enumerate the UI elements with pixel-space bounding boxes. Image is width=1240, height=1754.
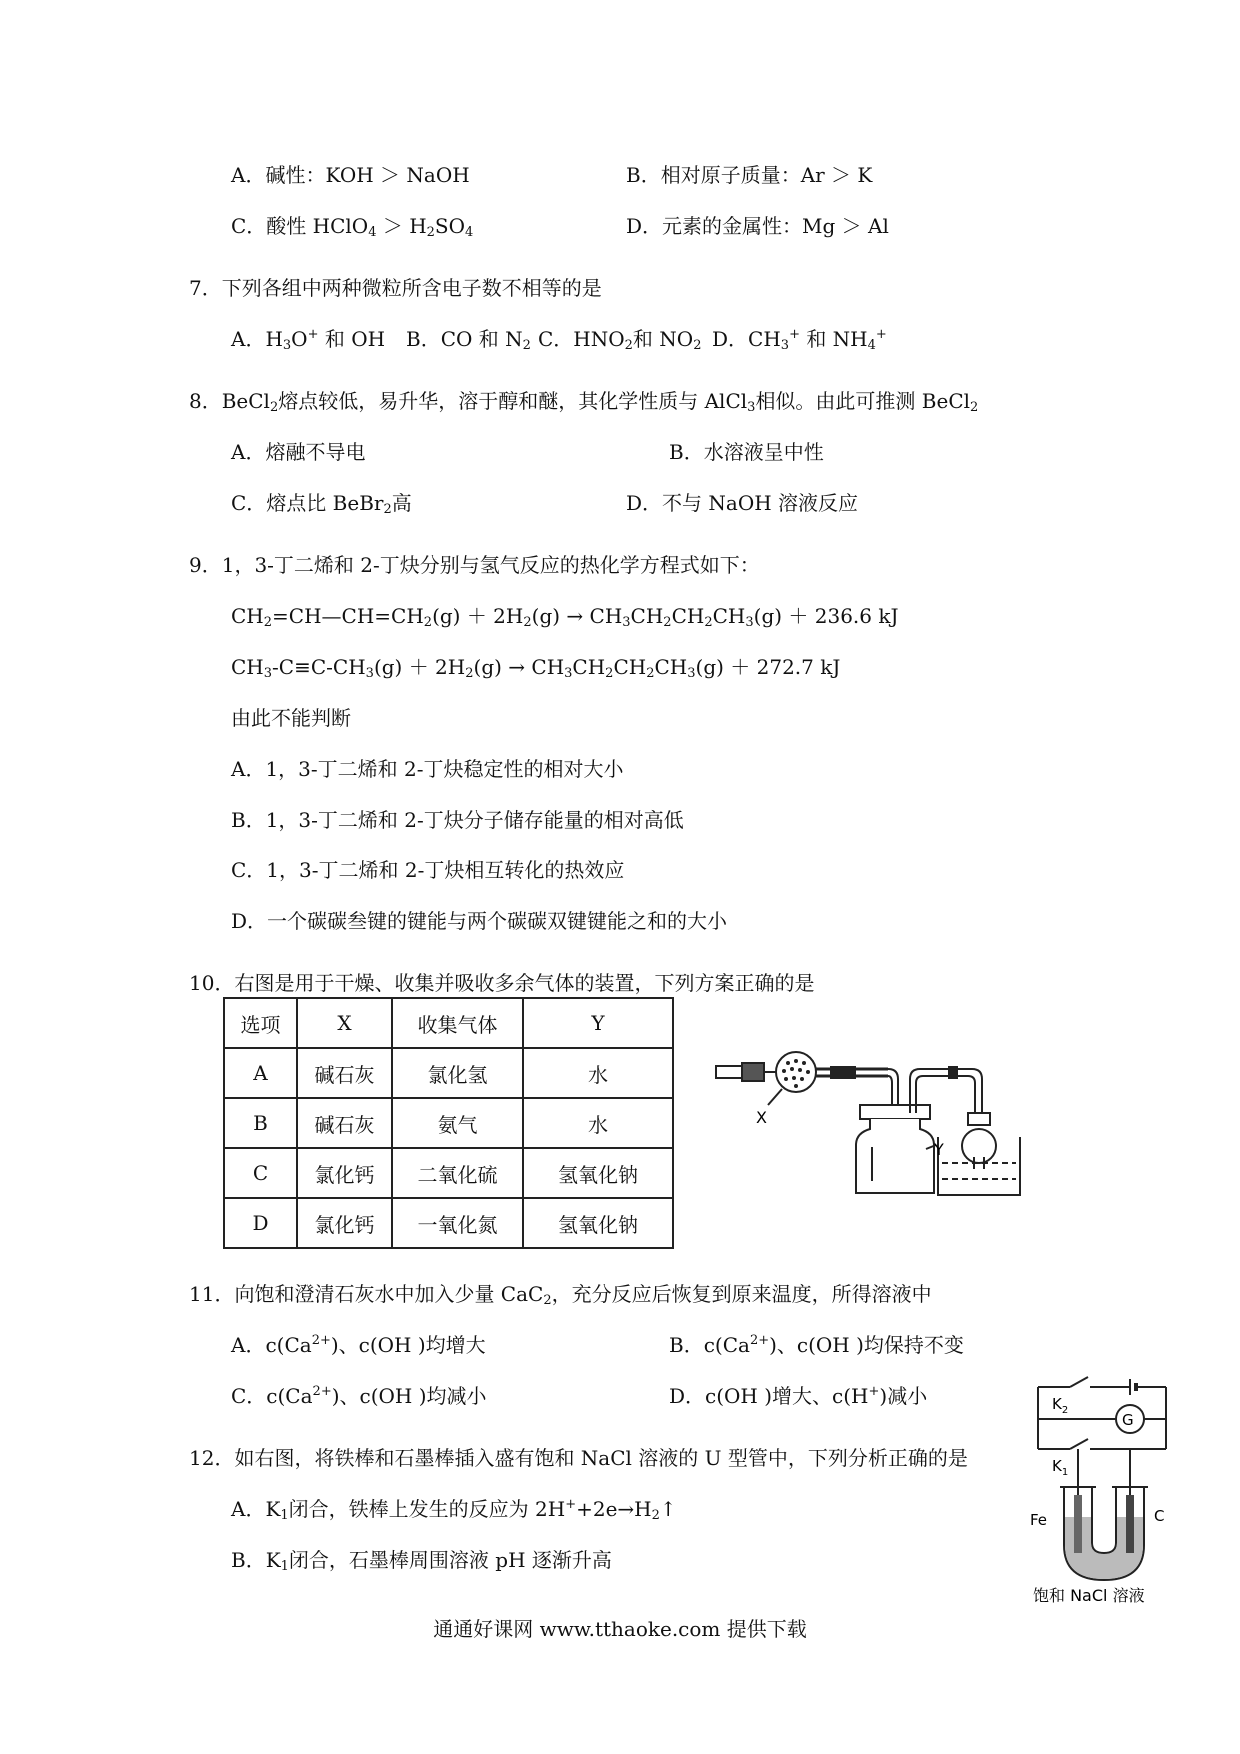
table-cell: B	[224, 1098, 297, 1148]
table-cell: D	[224, 1198, 297, 1248]
q7-option-a: A．$H_3O^+$ 和 OH	[231, 327, 386, 353]
table-cell: 水	[523, 1048, 673, 1098]
q9-option-b: B．1，3-丁二烯和 2-丁炔分子储存能量的相对高低	[231, 808, 684, 832]
q9-option-c: C．1，3-丁二烯和 2-丁炔相互转化的热效应	[231, 858, 625, 882]
q6-option-c: C．酸性 HClO$_4$ ＞ $H_2SO_4$	[231, 214, 474, 240]
gas-bottle	[856, 1119, 934, 1193]
inlet-tube	[716, 1066, 742, 1078]
table-cell: 碱石灰	[297, 1048, 392, 1098]
table-cell: 氢氧化钠	[523, 1198, 673, 1248]
q9-equation-1: $CH_2=CH—CH=CH_2(g) + 2H_2(g) \to CH_3CH_2CH_2CH_3(g) + 236.6$ kJ	[231, 604, 899, 630]
q8-option-d: D．不与 NaOH 溶液反应	[626, 491, 859, 515]
q10-table	[223, 997, 674, 1249]
label-c: C	[1154, 1507, 1165, 1525]
table-row	[224, 1098, 673, 1148]
q9-equation-2: $CH_3-C\equiv C-CH_3(g) + 2H_2(g) \to CH_3CH_2CH_2CH_3(g) + 272.7$ kJ	[231, 655, 841, 681]
q11-option-c: C．$c(Ca^{2+})$、c(OH )均减小	[231, 1384, 487, 1408]
table-cell: 水	[523, 1098, 673, 1148]
q12-option-b: B．$K_1$闭合，石墨棒周围溶液 pH 逐渐升高	[231, 1548, 612, 1574]
q7-option-c: C．$HNO_2$和 $NO_2$	[538, 327, 702, 353]
q9-option-d: D．一个碳碳叁键的键能与两个碳碳双键键能之和的大小	[231, 909, 728, 933]
table-cell: C	[224, 1148, 297, 1198]
figure-caption: 饱和 NaCl 溶液	[1033, 1586, 1145, 1605]
q10-stem: 10．右图是用于干燥、收集并吸收多余气体的装置，下列方案正确的是	[189, 971, 815, 995]
table-cell: 二氧化硫	[392, 1148, 523, 1198]
inlet-stopper	[742, 1063, 764, 1081]
table-cell: A	[224, 1048, 297, 1098]
q9-lead: 由此不能判断	[231, 706, 351, 730]
fig-label-x: X	[756, 1108, 767, 1127]
q6-option-b: B．相对原子质量：Ar ＞ K	[626, 163, 873, 187]
bottle-stopper	[860, 1105, 930, 1119]
graphite-rod	[1126, 1495, 1134, 1553]
table-cell: 一氧化氮	[392, 1198, 523, 1248]
label-k1: $K_1$	[1052, 1457, 1069, 1478]
switch-k1	[1070, 1439, 1088, 1449]
q9-stem: 9．1，3-丁二烯和 2-丁炔分别与氢气反应的热化学方程式如下：	[189, 553, 760, 577]
q8-option-b: B．水溶液呈中性	[669, 440, 824, 464]
table-header: X	[297, 998, 392, 1048]
q6-option-a: A．碱性：KOH ＞ NaOH	[231, 163, 470, 187]
q11-option-a: A．$c(Ca^{2+})$、c(OH )均增大	[231, 1333, 486, 1357]
iron-rod	[1074, 1495, 1082, 1553]
q7-stem: 7．下列各组中两种微粒所含电子数不相等的是	[189, 276, 602, 300]
q7-option-b: B．CO 和 $N_2$	[406, 327, 531, 353]
table-row	[224, 1148, 673, 1198]
q10-apparatus-figure	[710, 1045, 1050, 1205]
q6-option-d: D．元素的金属性：Mg ＞ Al	[626, 214, 889, 238]
page-footer: 通通好课网 www.tthaoke.com 提供下载	[433, 1617, 807, 1641]
q7-option-d: D．$CH_3^+$ 和 $NH_4^+$	[712, 327, 887, 353]
table-row	[224, 1048, 673, 1098]
q8-option-c: C．熔点比 BeBr$_2$高	[231, 491, 412, 517]
q9-option-a: A．1，3-丁二烯和 2-丁炔稳定性的相对大小	[231, 757, 624, 781]
q8-option-a: A．熔融不导电	[231, 440, 366, 464]
label-fe: Fe	[1030, 1511, 1048, 1529]
table-cell: 氨气	[392, 1098, 523, 1148]
switch-k2	[1070, 1377, 1088, 1387]
q12-electrolysis-figure	[1030, 1375, 1175, 1605]
q11-option-d: D．c(OH )增大、c(H+)减小	[669, 1384, 928, 1408]
label-k2: $K_2$	[1052, 1395, 1069, 1416]
table-cell: 氢氧化钠	[523, 1148, 673, 1198]
table-cell: 氯化钙	[297, 1148, 392, 1198]
table-cell: 氯化钙	[297, 1198, 392, 1248]
table-header: 选项	[224, 998, 297, 1048]
q11-option-b: B．$c(Ca^{2+})$、c(OH )均保持不变	[669, 1333, 964, 1357]
table-cell: 氯化氢	[392, 1048, 523, 1098]
table-header-row	[224, 998, 673, 1048]
q11-stem: 11．向饱和澄清石灰水中加入少量 CaC$_2$，充分反应后恢复到原来温度，所得溶液中	[189, 1282, 932, 1308]
q12-stem: 12．如右图，将铁棒和石墨棒插入盛有饱和 NaCl 溶液的 U 型管中，下列分析正确的是	[189, 1446, 968, 1470]
table-cell: 碱石灰	[297, 1098, 392, 1148]
q8-stem: 8．BeCl$_2$熔点较低，易升华，溶于醇和醚，其化学性质与 AlCl$_3$相似。由此可推测 BeCl$_2$	[189, 389, 979, 415]
fig-label-y: Y	[934, 1140, 944, 1159]
label-g: G	[1122, 1411, 1134, 1429]
table-header: 收集气体	[392, 998, 523, 1048]
table-header: Y	[523, 998, 673, 1048]
table-row	[224, 1198, 673, 1248]
funnel-bulb	[962, 1129, 996, 1163]
q12-option-a: A．$K_1$闭合，铁棒上发生的反应为 $2H^++2e\to H_2↑$	[231, 1497, 677, 1523]
